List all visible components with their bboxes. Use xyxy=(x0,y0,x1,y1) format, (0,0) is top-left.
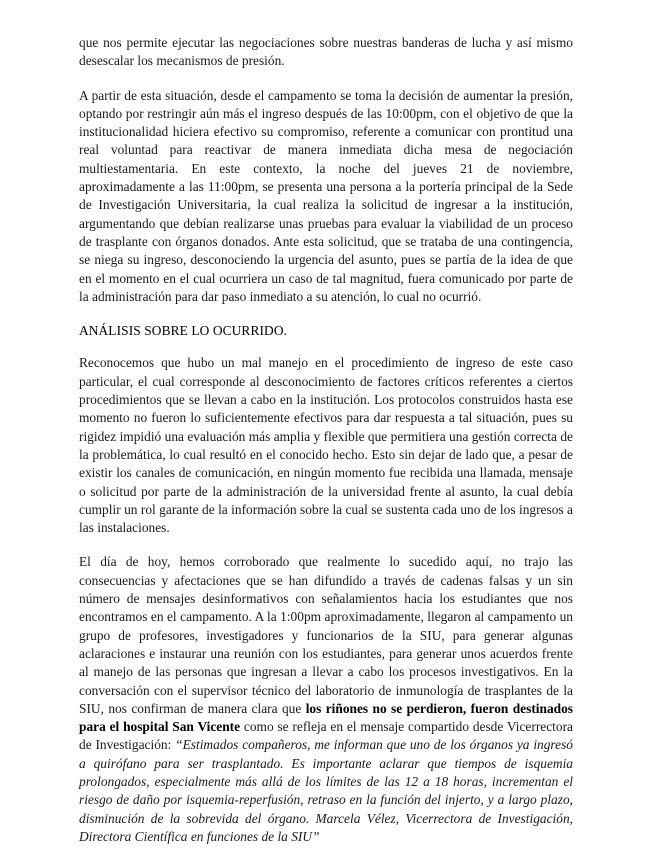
paragraph-intro: que nos permite ejecutar las negociaciones sobre nuestras banderas de lucha y así mismo desescalar los mecanismos de presión. xyxy=(79,35,573,69)
section-heading: ANÁLISIS SOBRE LO OCURRIDO. xyxy=(79,323,288,339)
paragraph-situation: A partir de esta situación, desde el campamento se toma la decisión de aumentar la presión, optando por restringir aún más el ingreso después de las 10:00pm, con el objetivo de que la institucionalidad hiciera efectivo su compromiso, referente a comunicar con prontitud una real voluntad para reactivar de manera inmediata dicha mesa de negociación multiestamentaria. En este contexto, la noche del jueves 21 de noviembre, aproximadamente a las 11:00pm, se presenta una persona a la portería principal de la Sede de Investigación Universitaria, la cual realiza la solicitud de ingresar a la institución, argumentando que debían realizarse unas pruebas para evaluar la viabilidad de un proceso de trasplante con órganos donados. Ante esta solicitud, que se trataba de una contingencia, se niega su ingreso, desconociendo la urgencia del asunto, pues se partía de la idea de que en el momento en el cual ocurriera un caso de tal magnitud, fuera comunicado por parte de la administración para dar paso inmediato a su atención, lo cual no ocurrió. xyxy=(79,87,573,304)
document-page xyxy=(79,34,573,862)
paragraph-clarification xyxy=(79,553,573,846)
kidneys-statement: los riñones no se perdieron, fueron destinados para el hospital San Vicente xyxy=(79,700,574,735)
clarification-text: El día de hoy, hemos corroborado que realmente lo sucedido aquí, no trajo las consecuencias y afectaciones que se han difundido a través de cadenas falsas y un sin número de mensajes desinformativos con señalamientos hacia los estudiantes que nos encontramos en el campamento. A la 1:00pm aproximadamente, llegaron al campamento un grupo de profesores, investigadores y funcionarios de la SIU, para generar algunas aclaraciones e instaurar una reunión con los estudiantes, para generar unos acuerdos frente al manejo de las personas que ingresan a llevar a cabo los procesos investigativos. En la conversación con el supervisor técnico del laboratorio de inmunología de trasplantes de la SIU, nos confirman de manera clara que xyxy=(79,554,573,716)
paragraph-analysis: Reconocemos que hubo un mal manejo en el procedimiento de ingreso de este caso particular, el cual corresponde al desconocimiento de factores críticos referentes a ciertos procedimientos que se llevan a cabo en la institución. Los protocolos construidos hasta ese momento no fueron lo suficientemente efectivos para dar respuesta a tal situación, pues su rigidez impidió una evaluación más amplia y flexible que permitiera una gestión correcta de la problemática, lo cual resultó en el conocido hecho. Esto sin dejar de lado que, a pesar de existir los canales de comunicación, en ningún momento fue recibida una llamada, mensaje o solicitud por parte de la administración de la universidad frente al asunto, la cual debía cumplir un rol garante de la información sobre la cual se sustenta cada uno de los ingresos a las instalaciones. xyxy=(79,355,573,536)
vicerrectora-quote: “Estimados compañeros, me informan que uno de los órganos ya ingresó a quirófano para ser trasplantado. Es importante aclarar que tiempos de isquemia prolongados, especialmente más allá de los límites de las 12 a 18 horas, incrementan el riesgo de daño por isquemia-reperfusión, retraso en la función del injerto, y a largo plazo, disminución de la sobrevida del órgano. Marcela Vélez, Vicerrectora de Investigación, Directora Científica en funciones de la SIU” xyxy=(79,737,573,844)
clarification-text-2: como se refleja en el mensaje compartido desde Vicerrectora de Investigación: xyxy=(79,719,573,753)
